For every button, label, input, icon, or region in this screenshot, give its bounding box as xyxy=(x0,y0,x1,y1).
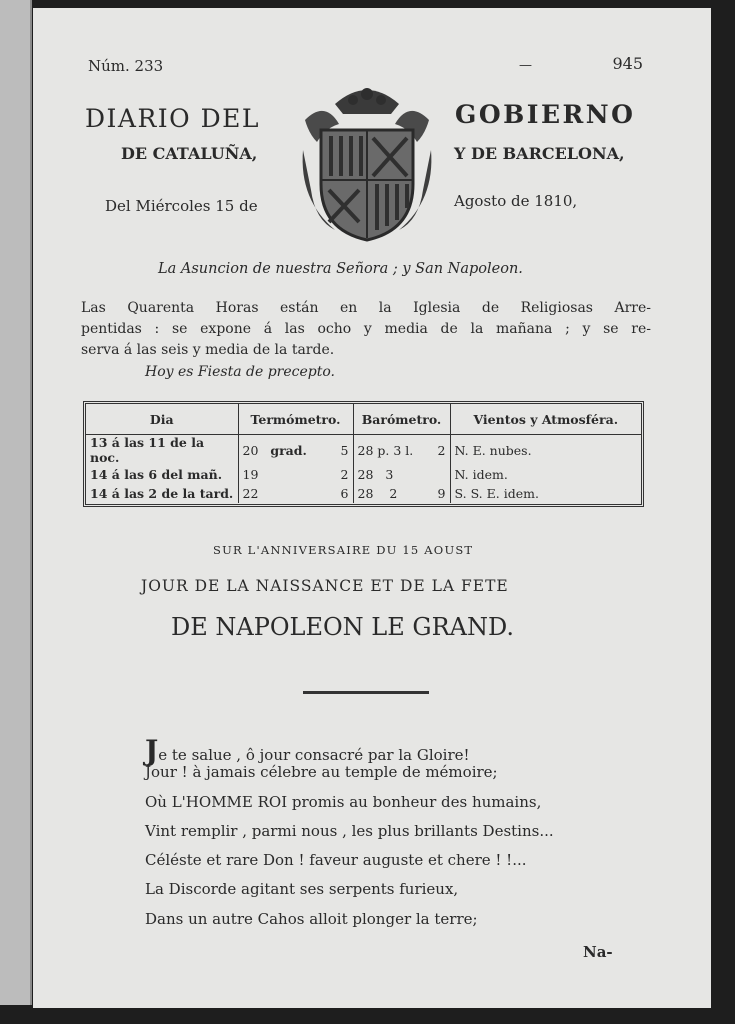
cell-baro: 28 3 xyxy=(353,465,450,484)
drop-initial: J xyxy=(145,734,159,767)
title-right: GOBIERNO xyxy=(455,100,636,129)
section-divider xyxy=(303,691,429,694)
cell-wind: N. idem. xyxy=(454,467,508,482)
subtitle-left: DE CATALUÑA, xyxy=(121,144,258,163)
header-dash: — xyxy=(519,58,532,73)
paragraph-line: serva á las seis y media de la tarde. xyxy=(81,342,335,358)
devotion-paragraph xyxy=(81,298,651,361)
poem-line: Où L'HOMME ROI promis au bonheur des humains, xyxy=(145,792,542,811)
cell-temp: 19 2 xyxy=(238,465,353,484)
poem-line: Céléste et rare Don ! faveur auguste et chere ! !... xyxy=(145,851,527,870)
cell-temp: 20 grad. 5 xyxy=(238,435,353,466)
paragraph-line: pentidas : se expone á las ocho y media de la mañana ; y se re- xyxy=(81,321,651,337)
page-number: 945 xyxy=(612,54,643,73)
cell-temp: 22 6 xyxy=(238,484,353,503)
coat-of-arms-icon xyxy=(295,80,439,246)
cell-baro: 28 p. 3 l. 2 xyxy=(353,435,450,466)
newspaper-page xyxy=(33,8,711,1008)
col-header-dia: Dia xyxy=(86,404,238,435)
birthday-heading: JOUR DE LA NAISSANCE ET DE LA FETE xyxy=(141,577,509,595)
poem-line: La Discorde agitant ses serpents furieux, xyxy=(145,880,459,899)
col-header-wind: Vientos y Atmosféra. xyxy=(450,404,641,435)
cell-wind: N. E. nubes. xyxy=(454,442,532,458)
cell-wind: S. S. E. idem. xyxy=(454,486,539,501)
date-right: Agosto de 1810, xyxy=(454,192,578,210)
issue-number: Núm. 233 xyxy=(88,57,164,75)
weather-table xyxy=(83,401,644,507)
poem-line: Je te salue , ô jour consacré par la Gloire! xyxy=(145,734,470,767)
feast-note: Hoy es Fiesta de precepto. xyxy=(145,364,335,380)
catchword: Na- xyxy=(583,943,613,961)
cell-dia: 13 á las 11 de la noc. xyxy=(86,435,238,466)
poem-line: Jour ! à jamais célebre au temple de mémoire; xyxy=(145,763,498,782)
table-row xyxy=(86,465,641,484)
poem-line: Vint remplir , parmi nous , les plus brillants Destins... xyxy=(145,821,554,840)
cell-dia: 14 á las 2 de la tard. xyxy=(86,484,238,503)
poem xyxy=(145,734,554,939)
napoleon-heading: DE NAPOLEON LE GRAND. xyxy=(171,613,514,641)
anniversary-heading: SUR L'ANNIVERSAIRE DU 15 AOUST xyxy=(213,543,474,557)
title-left: DIARIO DEL xyxy=(85,104,261,133)
poem-line: Dans un autre Cahos alloit plonger la terre; xyxy=(145,909,478,928)
col-header-barometer: Barómetro. xyxy=(353,404,450,435)
col-header-thermometer: Termómetro. xyxy=(238,404,353,435)
subtitle-right: Y DE BARCELONA, xyxy=(454,144,625,163)
paragraph-line: Las Quarenta Horas están en la Iglesia de Religiosas Arre- xyxy=(81,300,651,316)
cell-dia: 14 á las 6 del mañ. xyxy=(86,465,238,484)
left-page-edge xyxy=(0,0,32,1005)
cell-baro: 28 2 9 xyxy=(353,484,450,503)
table-row xyxy=(86,435,641,466)
date-left: Del Miércoles 15 de xyxy=(105,197,258,215)
saint-of-the-day: La Asuncion de nuestra Señora ; y San Napoleon. xyxy=(158,261,523,277)
table-row xyxy=(86,484,641,503)
